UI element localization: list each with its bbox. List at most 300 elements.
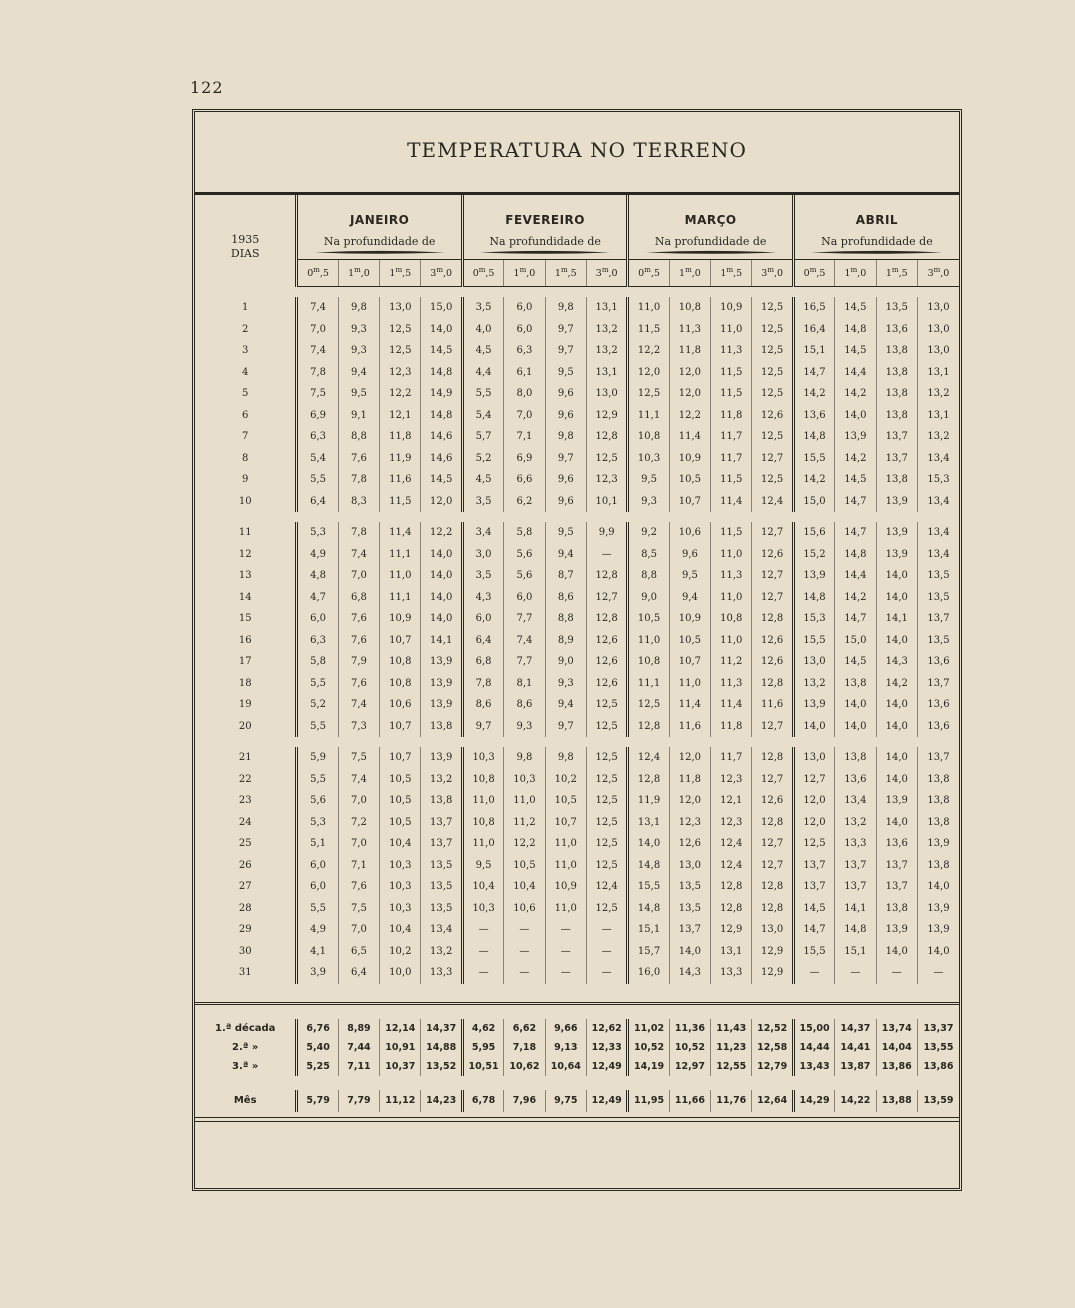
day-number: 28 bbox=[238, 902, 252, 914]
average-cell: 12,79 bbox=[752, 1057, 793, 1076]
temperature-cell: 6,4 bbox=[338, 962, 379, 984]
temperature-cell: 9,3 bbox=[545, 673, 586, 695]
temperature-cell: 6,1 bbox=[504, 362, 545, 384]
temperature-cell: 10,3 bbox=[462, 747, 503, 769]
temperature-cell: 10,3 bbox=[380, 855, 421, 877]
temperature-cell: 13,3 bbox=[711, 962, 752, 984]
temperature-cell: 14,6 bbox=[421, 448, 462, 470]
temperature-cell: 8,6 bbox=[504, 694, 545, 716]
temperature-cell: 13,0 bbox=[669, 855, 710, 877]
table-row bbox=[195, 297, 959, 319]
temperature-cell: 12,5 bbox=[628, 383, 669, 405]
temperature-cell: 10,9 bbox=[711, 297, 752, 319]
temperature-cell: 14,8 bbox=[421, 405, 462, 427]
temperature-cell: 5,6 bbox=[297, 790, 338, 812]
temperature-cell: 14,0 bbox=[876, 587, 917, 609]
temperature-cell: 7,4 bbox=[297, 297, 338, 319]
month-header bbox=[462, 195, 627, 260]
temperature-cell: 12,2 bbox=[380, 383, 421, 405]
temperature-cell: 12,6 bbox=[669, 833, 710, 855]
temperature-cell: 14,1 bbox=[876, 608, 917, 630]
temperature-cell: 10,2 bbox=[380, 941, 421, 963]
temperature-cell: 14,9 bbox=[421, 383, 462, 405]
temperature-cell: 10,7 bbox=[545, 812, 586, 834]
month-average-cell: 11,12 bbox=[380, 1090, 421, 1112]
year-days-header bbox=[195, 195, 297, 287]
temperature-cell: 12,8 bbox=[752, 812, 793, 834]
year-label: 1935 bbox=[231, 233, 260, 246]
temperature-cell: 12,5 bbox=[380, 340, 421, 362]
temperature-cell: 13,9 bbox=[876, 544, 917, 566]
decade-label: 2.ª » bbox=[232, 1041, 259, 1053]
temperature-cell: 9,2 bbox=[628, 522, 669, 544]
temperature-cell: 13,7 bbox=[917, 608, 959, 630]
temperature-cell: 8,9 bbox=[545, 630, 586, 652]
month-name: FEVEREIRO bbox=[505, 213, 585, 227]
temperature-cell: 12,3 bbox=[586, 469, 627, 491]
average-cell: 12,14 bbox=[380, 1019, 421, 1038]
month-name: JANEIRO bbox=[349, 213, 410, 227]
temperature-cell: 13,0 bbox=[793, 651, 834, 673]
average-cell: 7,18 bbox=[504, 1038, 545, 1057]
temperature-cell: 4,5 bbox=[462, 469, 503, 491]
temperature-cell: 14,2 bbox=[835, 383, 876, 405]
temperature-cell: 11,7 bbox=[711, 426, 752, 448]
temperature-cell: 10,3 bbox=[380, 876, 421, 898]
temperature-cell: 4,0 bbox=[462, 319, 503, 341]
month-average-cell: 12,64 bbox=[752, 1090, 793, 1112]
temperature-cell: 10,7 bbox=[380, 716, 421, 738]
temperature-cell: 14,2 bbox=[793, 383, 834, 405]
temperature-cell: 8,5 bbox=[628, 544, 669, 566]
temperature-cell: 13,7 bbox=[793, 855, 834, 877]
temperature-cell: 6,5 bbox=[338, 941, 379, 963]
temperature-cell: 13,8 bbox=[421, 716, 462, 738]
temperature-cell: 12,5 bbox=[752, 426, 793, 448]
temperature-cell: 7,4 bbox=[338, 769, 379, 791]
day-number: 30 bbox=[238, 945, 252, 957]
temperature-cell: 14,4 bbox=[835, 362, 876, 384]
temperature-cell: 12,8 bbox=[752, 608, 793, 630]
temperature-cell: 13,9 bbox=[421, 694, 462, 716]
average-cell: 10,52 bbox=[669, 1038, 710, 1057]
table-row bbox=[195, 694, 959, 716]
temperature-table bbox=[195, 195, 959, 1122]
temperature-cell: 9,0 bbox=[628, 587, 669, 609]
temperature-cell: 15,5 bbox=[793, 448, 834, 470]
average-cell: 14,04 bbox=[876, 1038, 917, 1057]
temperature-cell: 9,7 bbox=[545, 319, 586, 341]
temperature-cell: 16,0 bbox=[628, 962, 669, 984]
temperature-cell: 10,6 bbox=[380, 694, 421, 716]
average-cell: 13,37 bbox=[917, 1019, 959, 1038]
temperature-cell: 8,8 bbox=[338, 426, 379, 448]
temperature-cell: — bbox=[545, 941, 586, 963]
temperature-cell: 9,9 bbox=[586, 522, 627, 544]
temperature-cell: 13,9 bbox=[421, 673, 462, 695]
temperature-cell: 10,7 bbox=[669, 491, 710, 513]
average-cell: 10,62 bbox=[504, 1057, 545, 1076]
table-row bbox=[195, 340, 959, 362]
temperature-cell: 10,0 bbox=[380, 962, 421, 984]
table-row bbox=[195, 855, 959, 877]
temperature-cell: 12,1 bbox=[380, 405, 421, 427]
temperature-cell: 5,6 bbox=[504, 544, 545, 566]
temperature-cell: — bbox=[586, 919, 627, 941]
table-row bbox=[195, 630, 959, 652]
temperature-cell: 13,7 bbox=[917, 673, 959, 695]
temperature-cell: 13,4 bbox=[421, 919, 462, 941]
temperature-cell: 10,4 bbox=[504, 876, 545, 898]
temperature-cell: 9,7 bbox=[545, 716, 586, 738]
temperature-cell: 7,0 bbox=[338, 919, 379, 941]
depth-caption: Na profundidade de bbox=[323, 235, 436, 248]
temperature-cell: 10,5 bbox=[669, 630, 710, 652]
temperature-cell: 11,6 bbox=[669, 716, 710, 738]
depth-header: 0$^m$,5 bbox=[793, 260, 834, 287]
temperature-cell: 15,2 bbox=[793, 544, 834, 566]
temperature-cell: 12,8 bbox=[752, 747, 793, 769]
temperature-cell: 13,7 bbox=[835, 855, 876, 877]
depth-header: 3$^m$,0 bbox=[586, 260, 627, 287]
temperature-cell: — bbox=[586, 544, 627, 566]
average-cell: 13,86 bbox=[876, 1057, 917, 1076]
temperature-cell: 12,8 bbox=[752, 898, 793, 920]
temperature-cell: 6,3 bbox=[297, 426, 338, 448]
temperature-cell: 13,5 bbox=[917, 630, 959, 652]
temperature-cell: 10,6 bbox=[669, 522, 710, 544]
temperature-cell: 14,0 bbox=[917, 876, 959, 898]
average-cell: 14,44 bbox=[793, 1038, 834, 1057]
temperature-cell: — bbox=[545, 962, 586, 984]
average-cell: 5,40 bbox=[297, 1038, 338, 1057]
depth-header: 0$^m$,5 bbox=[297, 260, 338, 287]
temperature-cell: 11,6 bbox=[752, 694, 793, 716]
temperature-cell: 6,2 bbox=[504, 491, 545, 513]
temperature-cell: 11,0 bbox=[711, 544, 752, 566]
temperature-cell: 12,8 bbox=[711, 876, 752, 898]
temperature-cell: 9,4 bbox=[338, 362, 379, 384]
average-cell: 14,88 bbox=[421, 1038, 462, 1057]
temperature-cell: 14,7 bbox=[793, 919, 834, 941]
day-number: 24 bbox=[238, 816, 252, 828]
temperature-cell: 7,6 bbox=[338, 630, 379, 652]
day-number: 14 bbox=[238, 591, 252, 603]
temperature-cell: 15,0 bbox=[421, 297, 462, 319]
temperature-cell: 11,0 bbox=[711, 587, 752, 609]
average-cell: 11,23 bbox=[711, 1038, 752, 1057]
decade-average-row bbox=[195, 1038, 959, 1057]
temperature-cell: 7,9 bbox=[338, 651, 379, 673]
temperature-cell: 13,7 bbox=[669, 919, 710, 941]
temperature-cell: 14,5 bbox=[835, 297, 876, 319]
temperature-cell: 6,0 bbox=[462, 608, 503, 630]
temperature-cell: 10,5 bbox=[380, 790, 421, 812]
temperature-cell: 9,7 bbox=[545, 340, 586, 362]
month-average-cell: 13,59 bbox=[917, 1090, 959, 1112]
temperature-cell: 14,0 bbox=[876, 630, 917, 652]
depth-header: 1$^m$,0 bbox=[669, 260, 710, 287]
temperature-cell: 7,6 bbox=[338, 608, 379, 630]
temperature-cell: 11,1 bbox=[628, 405, 669, 427]
temperature-cell: 4,4 bbox=[462, 362, 503, 384]
temperature-cell: 7,5 bbox=[338, 747, 379, 769]
temperature-cell: 10,9 bbox=[669, 448, 710, 470]
temperature-cell: 13,3 bbox=[421, 962, 462, 984]
temperature-cell: 7,1 bbox=[504, 426, 545, 448]
temperature-cell: 13,9 bbox=[876, 790, 917, 812]
average-cell: 14,19 bbox=[628, 1057, 669, 1076]
temperature-cell: 11,0 bbox=[545, 898, 586, 920]
average-cell: 14,37 bbox=[835, 1019, 876, 1038]
day-number: 26 bbox=[238, 859, 252, 871]
temperature-cell: — bbox=[462, 962, 503, 984]
month-average-cell: 11,76 bbox=[711, 1090, 752, 1112]
temperature-cell: 11,7 bbox=[711, 747, 752, 769]
temperature-cell: 12,6 bbox=[752, 651, 793, 673]
temperature-cell: 14,0 bbox=[835, 405, 876, 427]
temperature-cell: 14,8 bbox=[835, 319, 876, 341]
day-number: 8 bbox=[242, 452, 249, 464]
day-number: 2 bbox=[242, 323, 249, 335]
temperature-cell: 12,0 bbox=[669, 383, 710, 405]
temperature-cell: 12,7 bbox=[752, 565, 793, 587]
temperature-cell: 12,0 bbox=[669, 362, 710, 384]
temperature-cell: 12,8 bbox=[586, 608, 627, 630]
temperature-cell: 11,5 bbox=[711, 469, 752, 491]
temperature-cell: 12,7 bbox=[586, 587, 627, 609]
depth-header: 1$^m$,5 bbox=[711, 260, 752, 287]
days-label: DIAS bbox=[230, 247, 260, 260]
table-row bbox=[195, 898, 959, 920]
temperature-cell: 13,4 bbox=[917, 522, 959, 544]
temperature-cell: 12,7 bbox=[793, 769, 834, 791]
temperature-cell: 13,5 bbox=[917, 565, 959, 587]
temperature-cell: 15,5 bbox=[628, 876, 669, 898]
temperature-cell: 14,0 bbox=[876, 812, 917, 834]
temperature-cell: 14,5 bbox=[793, 898, 834, 920]
temperature-cell: 11,4 bbox=[711, 491, 752, 513]
temperature-cell: 6,9 bbox=[504, 448, 545, 470]
temperature-cell: 11,1 bbox=[628, 673, 669, 695]
temperature-cell: 8,0 bbox=[504, 383, 545, 405]
temperature-cell: 14,2 bbox=[835, 587, 876, 609]
temperature-cell: 4,1 bbox=[297, 941, 338, 963]
temperature-cell: 14,0 bbox=[669, 941, 710, 963]
table-row bbox=[195, 383, 959, 405]
table-row bbox=[195, 833, 959, 855]
day-number: 5 bbox=[242, 388, 249, 400]
temperature-cell: 11,0 bbox=[545, 855, 586, 877]
temperature-cell: 15,5 bbox=[793, 630, 834, 652]
temperature-cell: 11,0 bbox=[462, 833, 503, 855]
temperature-cell: 9,8 bbox=[545, 747, 586, 769]
month-header bbox=[297, 195, 462, 260]
depth-header: 1$^m$,5 bbox=[876, 260, 917, 287]
average-cell: 7,44 bbox=[338, 1038, 379, 1057]
temperature-cell: 10,3 bbox=[628, 448, 669, 470]
temperature-cell: 13,9 bbox=[917, 833, 959, 855]
month-average-cell: 11,95 bbox=[628, 1090, 669, 1112]
average-cell: 15,00 bbox=[793, 1019, 834, 1038]
temperature-cell: — bbox=[586, 941, 627, 963]
temperature-cell: 6,9 bbox=[297, 405, 338, 427]
temperature-cell: 12,5 bbox=[380, 319, 421, 341]
temperature-cell: 14,5 bbox=[421, 340, 462, 362]
temperature-cell: 13,2 bbox=[421, 941, 462, 963]
temperature-cell: 12,5 bbox=[752, 340, 793, 362]
average-cell: 4,62 bbox=[462, 1019, 503, 1038]
temperature-cell: 12,5 bbox=[752, 297, 793, 319]
temperature-cell: 9,3 bbox=[628, 491, 669, 513]
average-cell: 6,62 bbox=[504, 1019, 545, 1038]
temperature-cell: 14,3 bbox=[876, 651, 917, 673]
temperature-cell: 12,6 bbox=[752, 790, 793, 812]
temperature-cell: 11,8 bbox=[380, 426, 421, 448]
temperature-cell: 12,6 bbox=[586, 630, 627, 652]
temperature-cell: 15,1 bbox=[793, 340, 834, 362]
temperature-cell: 9,1 bbox=[338, 405, 379, 427]
temperature-cell: 8,8 bbox=[628, 565, 669, 587]
temperature-cell: 5,5 bbox=[297, 716, 338, 738]
day-number: 27 bbox=[238, 881, 252, 893]
month-average-cell: 14,29 bbox=[793, 1090, 834, 1112]
temperature-cell: 11,0 bbox=[628, 297, 669, 319]
average-cell: 13,55 bbox=[917, 1038, 959, 1057]
temperature-cell: 12,9 bbox=[752, 962, 793, 984]
temperature-cell: 10,7 bbox=[669, 651, 710, 673]
temperature-cell: 14,2 bbox=[835, 448, 876, 470]
temperature-cell: 10,7 bbox=[380, 747, 421, 769]
temperature-cell: 14,0 bbox=[917, 941, 959, 963]
temperature-cell: 15,0 bbox=[793, 491, 834, 513]
depth-caption: Na profundidade de bbox=[489, 235, 601, 248]
temperature-cell: — bbox=[462, 919, 503, 941]
temperature-cell: 13,6 bbox=[876, 833, 917, 855]
temperature-cell: 13,8 bbox=[917, 790, 959, 812]
temperature-cell: 10,8 bbox=[462, 769, 503, 791]
temperature-cell: 11,0 bbox=[545, 833, 586, 855]
temperature-cell: 13,1 bbox=[711, 941, 752, 963]
average-cell: 5,95 bbox=[462, 1038, 503, 1057]
table-row bbox=[195, 362, 959, 384]
temperature-cell: 11,3 bbox=[669, 319, 710, 341]
temperature-cell: 5,3 bbox=[297, 812, 338, 834]
month-name: ABRIL bbox=[855, 213, 899, 227]
temperature-cell: 5,8 bbox=[297, 651, 338, 673]
month-name: MARÇO bbox=[684, 213, 737, 227]
temperature-cell: 14,8 bbox=[628, 855, 669, 877]
month-header bbox=[793, 195, 959, 260]
temperature-cell: 11,3 bbox=[711, 340, 752, 362]
temperature-cell: 12,5 bbox=[752, 319, 793, 341]
temperature-cell: 12,8 bbox=[752, 876, 793, 898]
temperature-cell: 13,0 bbox=[586, 383, 627, 405]
temperature-cell: 7,4 bbox=[297, 340, 338, 362]
temperature-cell: 12,5 bbox=[793, 833, 834, 855]
temperature-cell: 6,0 bbox=[504, 297, 545, 319]
depth-header: 1$^m$,5 bbox=[545, 260, 586, 287]
temperature-cell: 7,8 bbox=[297, 362, 338, 384]
temperature-cell: 11,5 bbox=[711, 383, 752, 405]
average-cell: 6,76 bbox=[297, 1019, 338, 1038]
temperature-cell: 13,9 bbox=[876, 491, 917, 513]
temperature-cell: 12,0 bbox=[628, 362, 669, 384]
temperature-cell: 4,7 bbox=[297, 587, 338, 609]
temperature-cell: 12,6 bbox=[752, 405, 793, 427]
temperature-cell: 6,3 bbox=[504, 340, 545, 362]
temperature-cell: 5,4 bbox=[297, 448, 338, 470]
temperature-cell: 14,0 bbox=[876, 747, 917, 769]
temperature-cell: 10,6 bbox=[504, 898, 545, 920]
temperature-cell: 4,3 bbox=[462, 587, 503, 609]
temperature-cell: 13,1 bbox=[586, 297, 627, 319]
temperature-cell: 3,0 bbox=[462, 544, 503, 566]
temperature-cell: 7,4 bbox=[504, 630, 545, 652]
temperature-cell: 10,5 bbox=[669, 469, 710, 491]
temperature-cell: 4,8 bbox=[297, 565, 338, 587]
temperature-cell: 14,5 bbox=[835, 651, 876, 673]
table-row bbox=[195, 405, 959, 427]
temperature-cell: 13,1 bbox=[917, 405, 959, 427]
temperature-cell: 6,0 bbox=[297, 876, 338, 898]
temperature-cell: 12,6 bbox=[586, 651, 627, 673]
average-cell: 12,58 bbox=[752, 1038, 793, 1057]
temperature-cell: 14,8 bbox=[835, 544, 876, 566]
temperature-cell: 14,0 bbox=[876, 716, 917, 738]
temperature-cell: 16,4 bbox=[793, 319, 834, 341]
month-average-cell: 6,78 bbox=[462, 1090, 503, 1112]
temperature-cell: 6,3 bbox=[297, 630, 338, 652]
table-row bbox=[195, 919, 959, 941]
temperature-cell: 9,4 bbox=[669, 587, 710, 609]
temperature-cell: 12,7 bbox=[752, 448, 793, 470]
temperature-cell: 13,6 bbox=[835, 769, 876, 791]
temperature-cell: 14,4 bbox=[835, 565, 876, 587]
temperature-cell: 10,3 bbox=[462, 898, 503, 920]
temperature-cell: 12,5 bbox=[586, 790, 627, 812]
temperature-cell: 11,5 bbox=[711, 522, 752, 544]
temperature-cell: 11,9 bbox=[380, 448, 421, 470]
temperature-cell: 10,2 bbox=[545, 769, 586, 791]
month-average-cell: 11,66 bbox=[669, 1090, 710, 1112]
day-number: 4 bbox=[242, 366, 249, 378]
temperature-cell: 12,7 bbox=[752, 855, 793, 877]
temperature-cell: 12,9 bbox=[752, 941, 793, 963]
day-number: 12 bbox=[238, 548, 252, 560]
temperature-cell: 12,5 bbox=[586, 855, 627, 877]
temperature-cell: 13,8 bbox=[835, 747, 876, 769]
temperature-cell: 13,1 bbox=[917, 362, 959, 384]
temperature-cell: 9,5 bbox=[545, 522, 586, 544]
temperature-cell: 14,0 bbox=[835, 716, 876, 738]
depth-header: 3$^m$,0 bbox=[917, 260, 959, 287]
temperature-cell: 5,7 bbox=[462, 426, 503, 448]
temperature-cell: 10,9 bbox=[545, 876, 586, 898]
day-number: 23 bbox=[238, 795, 252, 807]
temperature-cell: 5,9 bbox=[297, 747, 338, 769]
temperature-cell: 13,8 bbox=[835, 673, 876, 695]
temperature-cell: 12,7 bbox=[752, 522, 793, 544]
temperature-cell: 12,8 bbox=[711, 898, 752, 920]
temperature-cell: 14,7 bbox=[835, 608, 876, 630]
month-average-cell: 14,23 bbox=[421, 1090, 462, 1112]
average-cell: 12,55 bbox=[711, 1057, 752, 1076]
temperature-cell: 13,4 bbox=[917, 448, 959, 470]
month-label: Mês bbox=[233, 1095, 257, 1106]
ornament-rule bbox=[646, 250, 776, 255]
temperature-cell: 7,5 bbox=[338, 898, 379, 920]
